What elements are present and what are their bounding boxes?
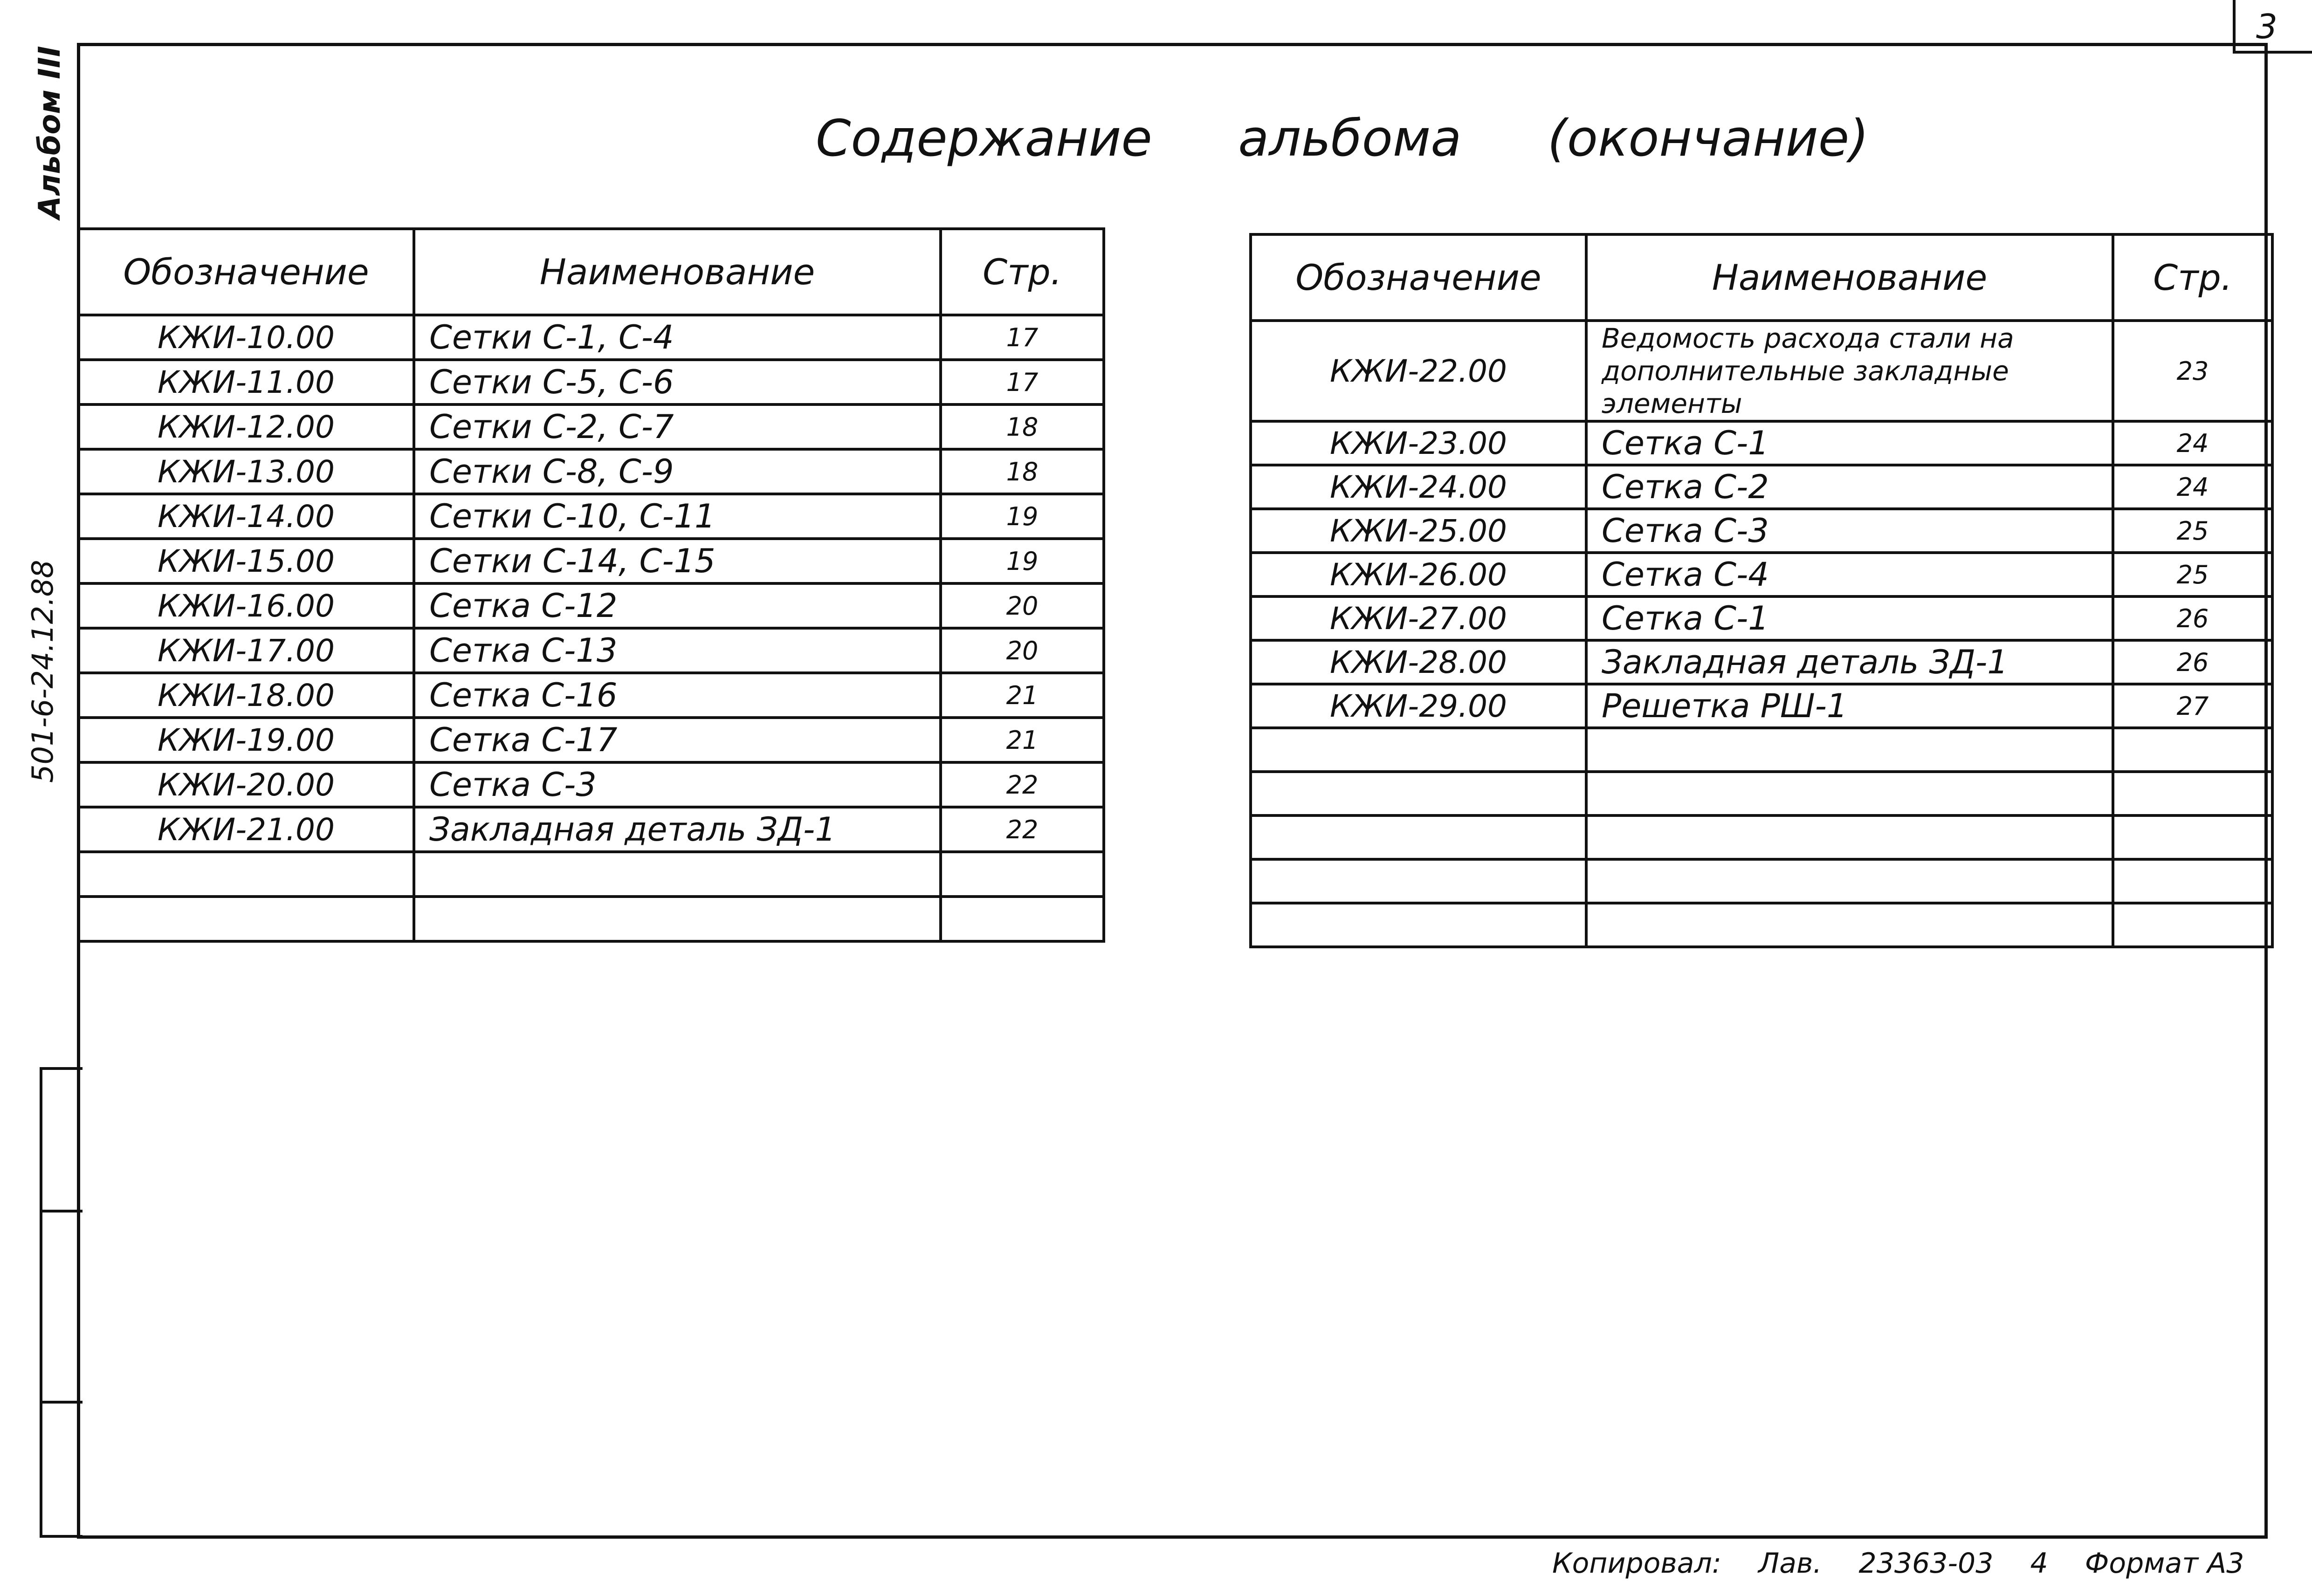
table-row xyxy=(1251,321,2272,421)
table-row xyxy=(1251,596,2272,640)
code-cell: КЖИ-27.00 xyxy=(1251,596,1586,640)
page-cell xyxy=(2113,903,2272,947)
table-row xyxy=(1251,465,2272,509)
name-cell: Сетки С-1, С-4 xyxy=(414,315,941,360)
name-cell xyxy=(1586,772,2113,815)
page-title xyxy=(816,110,1939,168)
name-cell: Сетки С-10, С-11 xyxy=(414,494,941,539)
page-cell: 19 xyxy=(941,494,1104,539)
title-part-ending: (окончание) xyxy=(1547,110,1869,168)
code-cell xyxy=(1251,772,1586,815)
table-row xyxy=(78,360,1104,404)
table-row xyxy=(1251,640,2272,684)
code-cell: КЖИ-10.00 xyxy=(78,315,414,360)
page-cell: 19 xyxy=(941,539,1104,583)
code-cell: КЖИ-21.00 xyxy=(78,807,414,852)
name-cell: Сетка С-12 xyxy=(414,583,941,628)
code-cell: КЖИ-20.00 xyxy=(78,762,414,807)
page-cell: 20 xyxy=(941,628,1104,673)
header-code: Обозначение xyxy=(1251,234,1586,321)
table-row xyxy=(78,852,1104,897)
table-row xyxy=(78,539,1104,583)
page-cell: 22 xyxy=(941,762,1104,807)
page-cell: 21 xyxy=(941,718,1104,762)
table-row xyxy=(1251,684,2272,728)
header-code: Обозначение xyxy=(78,229,414,315)
paper-format: Формат А3 xyxy=(2085,1547,2244,1580)
copied-label: Копировал: xyxy=(1552,1547,1722,1580)
code-cell: КЖИ-13.00 xyxy=(78,449,414,494)
table-row xyxy=(1251,815,2272,859)
title-part-album: альбома xyxy=(1238,110,1462,168)
page-cell: 17 xyxy=(941,315,1104,360)
page-cell: 23 xyxy=(2113,321,2272,421)
header-page: Стр. xyxy=(2113,234,2272,321)
name-cell: Сетка С-3 xyxy=(1586,509,2113,553)
code-cell xyxy=(1251,728,1586,772)
title-part-contents: Содержание xyxy=(816,110,1152,168)
page-cell xyxy=(941,852,1104,897)
name-cell: Ведомость расхода стали на дополнительные закладные элементы xyxy=(1586,321,2113,421)
code-cell xyxy=(1251,903,1586,947)
code-cell: КЖИ-23.00 xyxy=(1251,421,1586,465)
code-cell: КЖИ-22.00 xyxy=(1251,321,1586,421)
table-row xyxy=(1251,509,2272,553)
page-cell: 21 xyxy=(941,673,1104,718)
table-row xyxy=(78,762,1104,807)
series-label: 501-6-24.12.88 xyxy=(26,560,60,783)
name-cell: Сетка С-16 xyxy=(414,673,941,718)
name-cell: Сетка С-1 xyxy=(1586,596,2113,640)
name-cell xyxy=(1586,728,2113,772)
table-row xyxy=(78,404,1104,449)
table-row xyxy=(78,718,1104,762)
page-cell: 25 xyxy=(2113,509,2272,553)
code-cell: КЖИ-18.00 xyxy=(78,673,414,718)
code-cell: КЖИ-26.00 xyxy=(1251,553,1586,596)
name-cell: Сетка С-3 xyxy=(414,762,941,807)
name-cell xyxy=(1586,903,2113,947)
name-cell: Решетка РШ-1 xyxy=(1586,684,2113,728)
page-number: 3 xyxy=(2256,7,2278,46)
album-label: Альбом III xyxy=(33,46,67,219)
table-row xyxy=(78,807,1104,852)
page-cell: 22 xyxy=(941,807,1104,852)
document-number: 23363-03 xyxy=(1858,1547,1994,1580)
name-cell: Сетки С-8, С-9 xyxy=(414,449,941,494)
name-cell: Сетка С-4 xyxy=(1586,553,2113,596)
header-name: Наименование xyxy=(1586,234,2113,321)
table-row xyxy=(78,628,1104,673)
sheet-number: 4 xyxy=(2030,1547,2048,1580)
page-cell: 18 xyxy=(941,404,1104,449)
table-row xyxy=(1251,553,2272,596)
table-row xyxy=(78,673,1104,718)
code-cell: КЖИ-11.00 xyxy=(78,360,414,404)
page-cell: 18 xyxy=(941,449,1104,494)
header-name: Наименование xyxy=(414,229,941,315)
code-cell: КЖИ-28.00 xyxy=(1251,640,1586,684)
table-row xyxy=(1251,421,2272,465)
name-cell: Сетка С-2 xyxy=(1586,465,2113,509)
code-cell xyxy=(78,897,414,941)
code-cell: КЖИ-17.00 xyxy=(78,628,414,673)
name-cell: Сетки С-2, С-7 xyxy=(414,404,941,449)
name-cell: Закладная деталь ЗД-1 xyxy=(414,807,941,852)
code-cell: КЖИ-19.00 xyxy=(78,718,414,762)
code-cell: КЖИ-16.00 xyxy=(78,583,414,628)
contents-table-left xyxy=(77,227,1105,943)
code-cell: КЖИ-24.00 xyxy=(1251,465,1586,509)
name-cell: Сетка С-1 xyxy=(1586,421,2113,465)
table-row xyxy=(78,494,1104,539)
page-cell: 27 xyxy=(2113,684,2272,728)
table-row xyxy=(78,315,1104,360)
page-cell xyxy=(2113,772,2272,815)
page-cell: 24 xyxy=(2113,465,2272,509)
page-cell xyxy=(2113,728,2272,772)
code-cell: КЖИ-29.00 xyxy=(1251,684,1586,728)
page-cell: 24 xyxy=(2113,421,2272,465)
name-cell xyxy=(1586,859,2113,903)
page-cell xyxy=(941,897,1104,941)
code-cell: КЖИ-14.00 xyxy=(78,494,414,539)
stamp-divider xyxy=(42,1210,83,1212)
code-cell xyxy=(1251,859,1586,903)
name-cell: Закладная деталь ЗД-1 xyxy=(1586,640,2113,684)
page-cell xyxy=(2113,859,2272,903)
table-row xyxy=(78,897,1104,941)
header-page: Стр. xyxy=(941,229,1104,315)
code-cell: КЖИ-15.00 xyxy=(78,539,414,583)
table-row xyxy=(78,449,1104,494)
table-row xyxy=(78,583,1104,628)
table-row xyxy=(1251,728,2272,772)
table-row xyxy=(1251,772,2272,815)
copied-signature: Лав. xyxy=(1758,1547,1822,1580)
code-cell: КЖИ-25.00 xyxy=(1251,509,1586,553)
stamp-divider xyxy=(42,1401,83,1404)
table-row xyxy=(1251,859,2272,903)
name-cell xyxy=(1586,815,2113,859)
name-cell: Сетка С-17 xyxy=(414,718,941,762)
code-cell xyxy=(78,852,414,897)
name-cell xyxy=(414,852,941,897)
name-cell: Сетки С-5, С-6 xyxy=(414,360,941,404)
page-cell: 26 xyxy=(2113,596,2272,640)
page-cell: 25 xyxy=(2113,553,2272,596)
name-cell: Сетки С-14, С-15 xyxy=(414,539,941,583)
page-cell: 17 xyxy=(941,360,1104,404)
code-cell: КЖИ-12.00 xyxy=(78,404,414,449)
page-cell: 20 xyxy=(941,583,1104,628)
name-cell xyxy=(414,897,941,941)
page-cell xyxy=(2113,815,2272,859)
name-cell: Сетка С-13 xyxy=(414,628,941,673)
footer xyxy=(1552,1547,2272,1580)
contents-table-right xyxy=(1249,233,2274,948)
table-row xyxy=(1251,903,2272,947)
code-cell xyxy=(1251,815,1586,859)
margin-stamp xyxy=(40,1067,83,1538)
page-cell: 26 xyxy=(2113,640,2272,684)
